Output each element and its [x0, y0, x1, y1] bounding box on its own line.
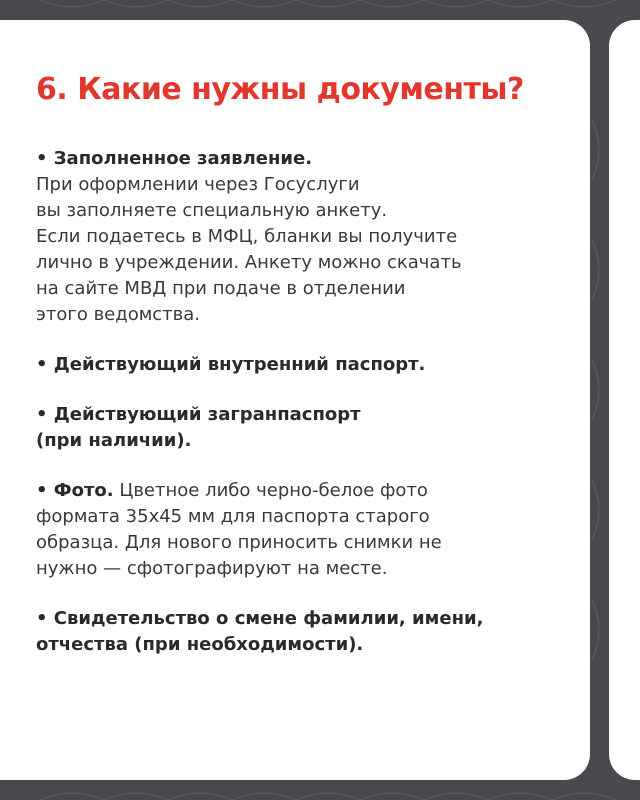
page-title: 6. Какие нужны документы?: [36, 72, 524, 107]
list-item-photo: [36, 478, 566, 582]
item-text-line: Если подаетесь в МФЦ, бланки вы получите: [36, 226, 458, 247]
item-title-continued: отчества (при необходимости).: [36, 634, 364, 655]
item-text-line: этого ведомства.: [36, 304, 201, 325]
document-list: [36, 146, 566, 682]
item-title: • Заполненное заявление.: [36, 148, 313, 169]
item-text-line: При оформлении через Госуслуги: [36, 174, 360, 195]
item-text-line: на сайте МВД при подаче в отделении: [36, 278, 406, 299]
item-title-continued: (при наличии).: [36, 430, 192, 451]
item-text-line: нужно — сфотографируют на месте.: [36, 558, 388, 579]
list-item-name-change: [36, 606, 566, 658]
item-text-line: [36, 478, 566, 504]
item-title: • Фото.: [36, 480, 114, 501]
item-text-line: образца. Для нового приносить снимки не: [36, 532, 442, 553]
list-item-internal-passport: [36, 352, 566, 378]
next-card-edge: [609, 20, 640, 780]
item-title: • Действующий загранпаспорт: [36, 404, 361, 425]
item-text-line: вы заполняете специальную анкету.: [36, 200, 388, 221]
item-title: • Свидетельство о смене фамилии, имени,: [36, 608, 484, 629]
list-item-foreign-passport: [36, 402, 566, 454]
item-text-line: лично в учреждении. Анкету можно скачать: [36, 252, 462, 273]
item-text-line: формата 35х45 мм для паспорта старого: [36, 506, 430, 527]
item-title: • Действующий внутренний паспорт.: [36, 354, 426, 375]
item-text-inline: Цветное либо черно-белое фото: [113, 480, 428, 501]
list-item-application: [36, 146, 566, 328]
